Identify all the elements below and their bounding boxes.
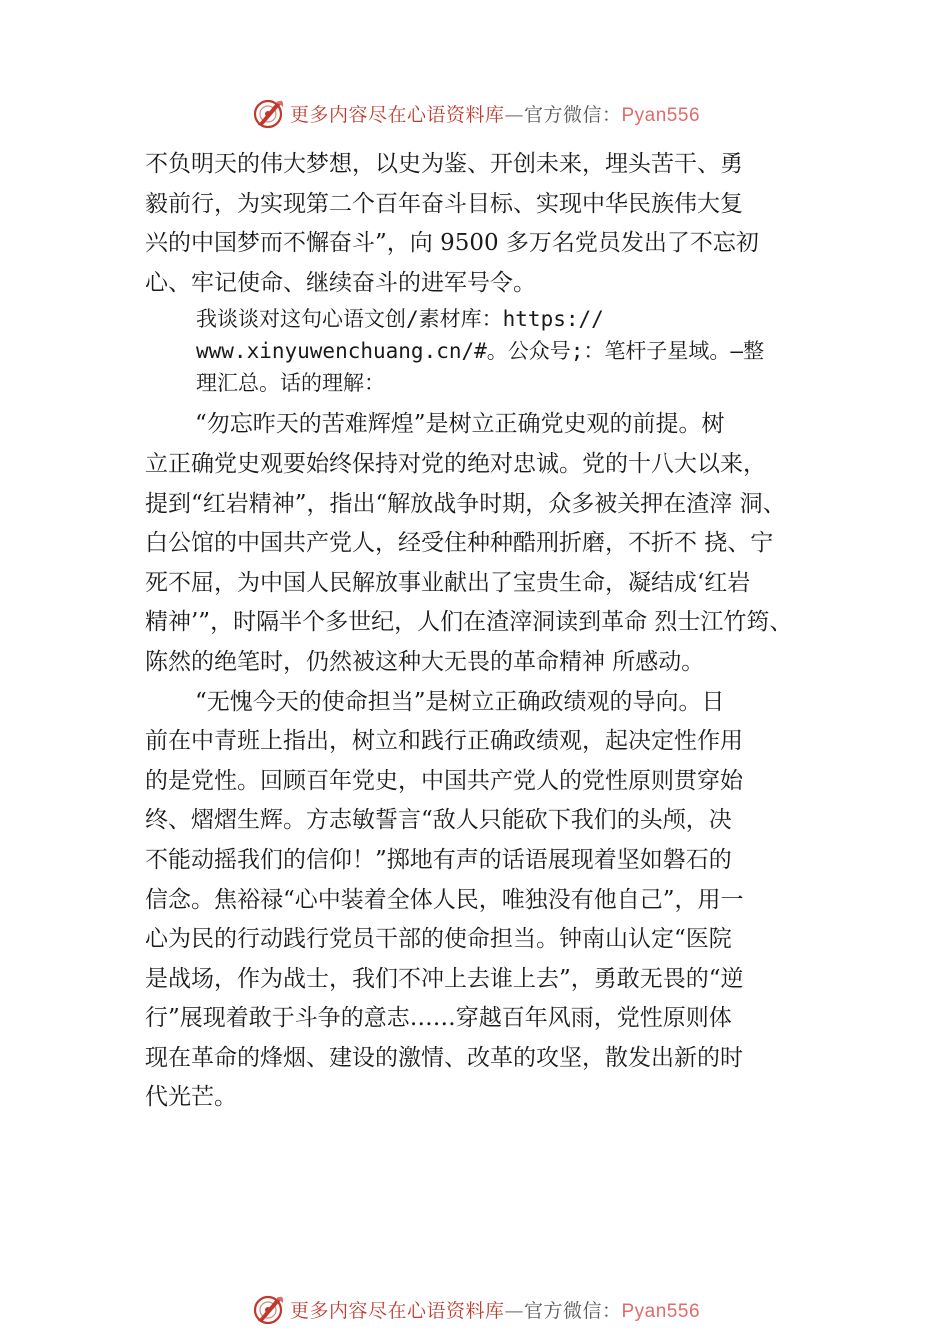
text-line: 死不屈，为中国人民解放事业献出了宝贵生命，凝结成‘红岩 bbox=[145, 569, 751, 596]
quill-pen-seal-icon bbox=[250, 1291, 286, 1327]
text-line: 行”展现着敢于斗争的意志……穿越百年风雨，党性原则体 bbox=[145, 1005, 732, 1032]
quill-pen-seal-icon bbox=[250, 95, 286, 131]
text-line: 精神’”，时隔半个多世纪，人们在渣滓洞读到革命 烈士江竹筠、 bbox=[145, 609, 793, 636]
text-line: www.xinyuwenchuang.cn/#。公众号;：笔杆子星域。—整 bbox=[196, 339, 765, 364]
paragraph-3 bbox=[145, 405, 845, 682]
paragraph-2-source-note bbox=[145, 303, 845, 399]
text-line: 不负明天的伟大梦想，以史为鉴、开创未来，埋头苦干、勇 bbox=[145, 151, 743, 177]
text-line: 毅前行，为实现第二个百年奋斗目标、实现中华民族伟大复 bbox=[145, 190, 743, 217]
text-line: 的是党性。回顾百年党史，中国共产党人的党性原则贯穿始 bbox=[145, 767, 743, 794]
text-line: 立正确党史观要始终保持对党的绝对忠诚。党的十八大以来， bbox=[145, 450, 766, 477]
text-line: 前在中青班上指出，树立和践行正确政绩观，起决定性作用 bbox=[145, 728, 743, 755]
banner-main-text: 更多内容尽在心语资料库 bbox=[289, 1299, 505, 1322]
text-line: “无愧今天的使命担当”是树立正确政绩观的导向。日 bbox=[195, 688, 725, 715]
banner-wechat-id: Pyan556 bbox=[621, 104, 701, 126]
text-line: 心、牢记使命、继续奋斗的进军号令。 bbox=[145, 269, 536, 296]
text-line: 白公馆的中国共产党人，经受住种种酷刑折磨，不折不 挠、宁 bbox=[145, 530, 774, 557]
text-line: 心为民的行动践行党员干部的使命担当。钟南山认定“医院 bbox=[145, 926, 732, 953]
text-line: 信念。焦裕禄“心中装着全体人民，唯独没有他自己”，用一 bbox=[145, 886, 744, 913]
banner-text bbox=[290, 1296, 700, 1323]
text-line: 不能动摇我们的信仰！”掷地有声的话语展现着坚如磐石的 bbox=[145, 846, 732, 873]
paragraph-4 bbox=[145, 683, 845, 1119]
banner-dash: — bbox=[504, 1299, 524, 1322]
text-line: “勿忘昨天的苦难辉煌”是树立正确党史观的前提。树 bbox=[195, 411, 725, 438]
banner-text bbox=[290, 100, 700, 127]
text-line: 是战场，作为战士，我们不冲上去谁上去”，勇敢无畏的“逆 bbox=[145, 965, 744, 992]
paragraph-1 bbox=[145, 145, 845, 303]
document-body bbox=[145, 145, 845, 1118]
footer-banner bbox=[0, 1289, 950, 1329]
text-line: 理汇总。话的理解： bbox=[196, 371, 385, 396]
banner-dash: — bbox=[504, 103, 524, 126]
banner-inner bbox=[250, 1291, 700, 1327]
text-line: 提到“红岩精神”，指出“解放战争时期，众多被关押在渣滓 洞、 bbox=[145, 490, 786, 517]
text-line: 兴的中国梦而不懈奋斗”，向 9500 多万名党员发出了不忘初 bbox=[145, 230, 759, 257]
text-line: 代光芒。 bbox=[145, 1084, 237, 1111]
banner-inner bbox=[250, 95, 700, 131]
banner-wechat-label: 官方微信： bbox=[523, 103, 622, 126]
text-line: 终、熠熠生辉。方志敏誓言“敌人只能砍下我们的头颅，决 bbox=[145, 807, 732, 834]
banner-wechat-label: 官方微信： bbox=[523, 1299, 622, 1322]
header-banner bbox=[0, 93, 950, 133]
text-line: 现在革命的烽烟、建设的激情、改革的攻坚，散发出新的时 bbox=[145, 1044, 743, 1071]
text-line: 陈然的绝笔时，仍然被这种大无畏的革命精神 所感动。 bbox=[145, 648, 705, 675]
banner-wechat-id: Pyan556 bbox=[621, 1300, 701, 1322]
text-line: 我谈谈对这句心语文创/素材库：https:// bbox=[196, 307, 604, 332]
banner-main-text: 更多内容尽在心语资料库 bbox=[289, 103, 505, 126]
